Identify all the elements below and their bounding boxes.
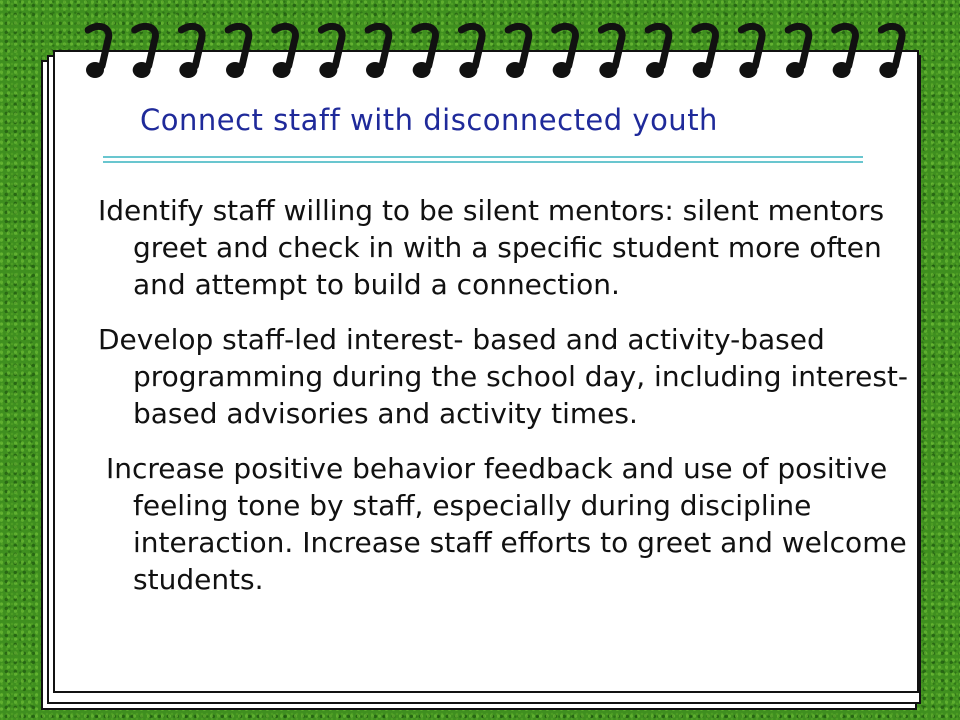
binding-ring bbox=[133, 26, 156, 78]
spiral-rings-icon bbox=[70, 18, 910, 88]
binding-ring bbox=[273, 26, 296, 78]
binding-ring bbox=[739, 26, 762, 78]
binding-ring bbox=[833, 26, 856, 78]
binding-ring bbox=[786, 26, 809, 78]
binding-ring bbox=[553, 26, 576, 78]
binding-ring bbox=[646, 26, 669, 78]
binding-ring bbox=[506, 26, 529, 78]
binding-ring bbox=[413, 26, 436, 78]
bullet-item: Increase positive behavior feedback and use of positive feeling tone by staff, especially during discipline interaction. Increase staff efforts to greet and welcome students. bbox=[106, 452, 907, 596]
binding-ring bbox=[459, 26, 482, 78]
slide-title: Connect staff with disconnected youth bbox=[140, 103, 718, 137]
binding-ring bbox=[226, 26, 249, 78]
binding-ring bbox=[879, 26, 902, 78]
binding-ring bbox=[179, 26, 202, 78]
binding-ring bbox=[86, 26, 109, 78]
binding-ring bbox=[319, 26, 342, 78]
title-divider bbox=[103, 156, 863, 163]
binding-ring bbox=[366, 26, 389, 78]
bullet-item: Develop staff-led interest- based and activity-based programming during the school day, including interest-based advisories and activity times. bbox=[98, 323, 908, 430]
binding-ring bbox=[693, 26, 716, 78]
binding-ring bbox=[599, 26, 622, 78]
bullet-list bbox=[98, 192, 908, 616]
bullet-item: Identify staff willing to be silent mentors: silent mentors greet and check in with a specific student more often and attempt to build a connection. bbox=[98, 194, 885, 301]
